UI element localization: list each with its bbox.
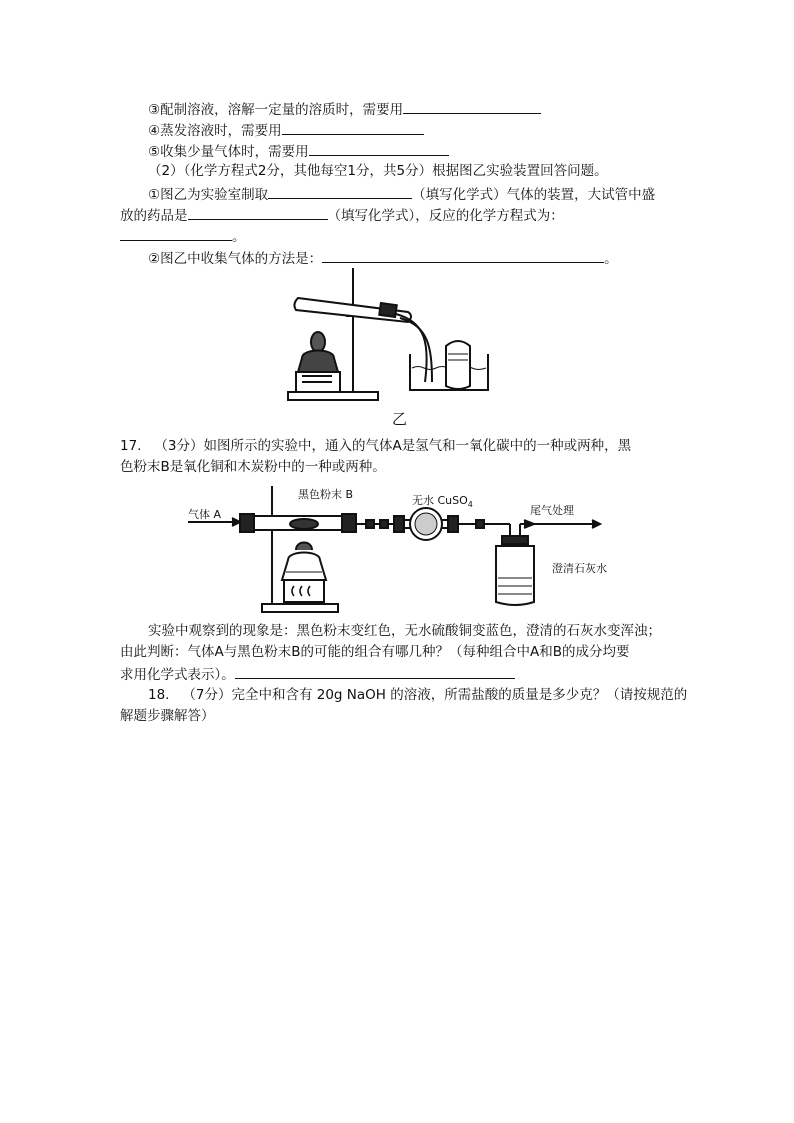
q16-item5: ⑤收集少量气体时，需要用	[148, 141, 449, 161]
answer-blank[interactable]	[309, 141, 449, 156]
q17-observation-line1: 实验中观察到的现象是：黑色粉末变红色，无水硫酸铜变蓝色，澄清的石灰水变浑浊；	[148, 623, 661, 639]
q16-item4: ④蒸发溶液时，需要用	[148, 120, 424, 140]
q18-line2: 解题步骤解答）	[120, 708, 215, 724]
answer-blank[interactable]	[188, 205, 328, 220]
q16-p2: ②图乙中收集气体的方法是： 。	[148, 248, 618, 268]
answer-blank[interactable]	[268, 184, 412, 199]
q17-observation-line2: 由此判断：气体A与黑色粉末B的可能的组合有哪几种？（每种组合中A和B的成分均要	[120, 644, 630, 660]
figure-yi-apparatus	[280, 262, 500, 410]
q16-p1-line3: 。	[120, 226, 246, 246]
answer-blank[interactable]	[322, 248, 604, 263]
figure-yi-caption: 乙	[392, 410, 408, 428]
answer-blank[interactable]	[282, 120, 424, 135]
label-gas-a: 气体 A	[188, 508, 222, 521]
answer-blank[interactable]	[235, 664, 515, 679]
q16-part2: （2）（化学方程式2分，其他每空1分，共5分）根据图乙实验装置回答问题。	[148, 163, 608, 179]
q16-p1-line1: ①图乙为实验室制取 （填写化学式）气体的装置，大试管中盛	[148, 184, 655, 204]
label-cuso4: 无水 CuSO$_4$	[412, 494, 473, 509]
q17-line2: 色粉末B是氧化铜和木炭粉中的一种或两种。	[120, 459, 386, 475]
answer-blank[interactable]	[403, 99, 541, 114]
label-black-powder: 黑色粉末 B	[298, 488, 354, 501]
q18-line1: 18. （7分）完全中和含有 20g NaOH 的溶液，所需盐酸的质量是多少克？（请按规范的	[148, 687, 688, 703]
q16-p1-line2: 放的药品是 （填写化学式），反应的化学方程式为：	[120, 205, 564, 225]
q17-line1: 17. （3分）如图所示的实验中，通入的气体A是氢气和一氧化碳中的一种或两种，黑	[120, 438, 632, 454]
answer-blank[interactable]	[120, 226, 232, 241]
q16-item3: ③配制溶液，溶解一定量的溶质时，需要用	[148, 99, 541, 119]
q17-observation-line3: 求用化学式表示）。	[120, 664, 515, 684]
label-limewater: 澄清石灰水	[552, 562, 607, 575]
label-tail-gas: 尾气处理	[530, 504, 574, 517]
figure-q17-apparatus	[180, 480, 610, 615]
